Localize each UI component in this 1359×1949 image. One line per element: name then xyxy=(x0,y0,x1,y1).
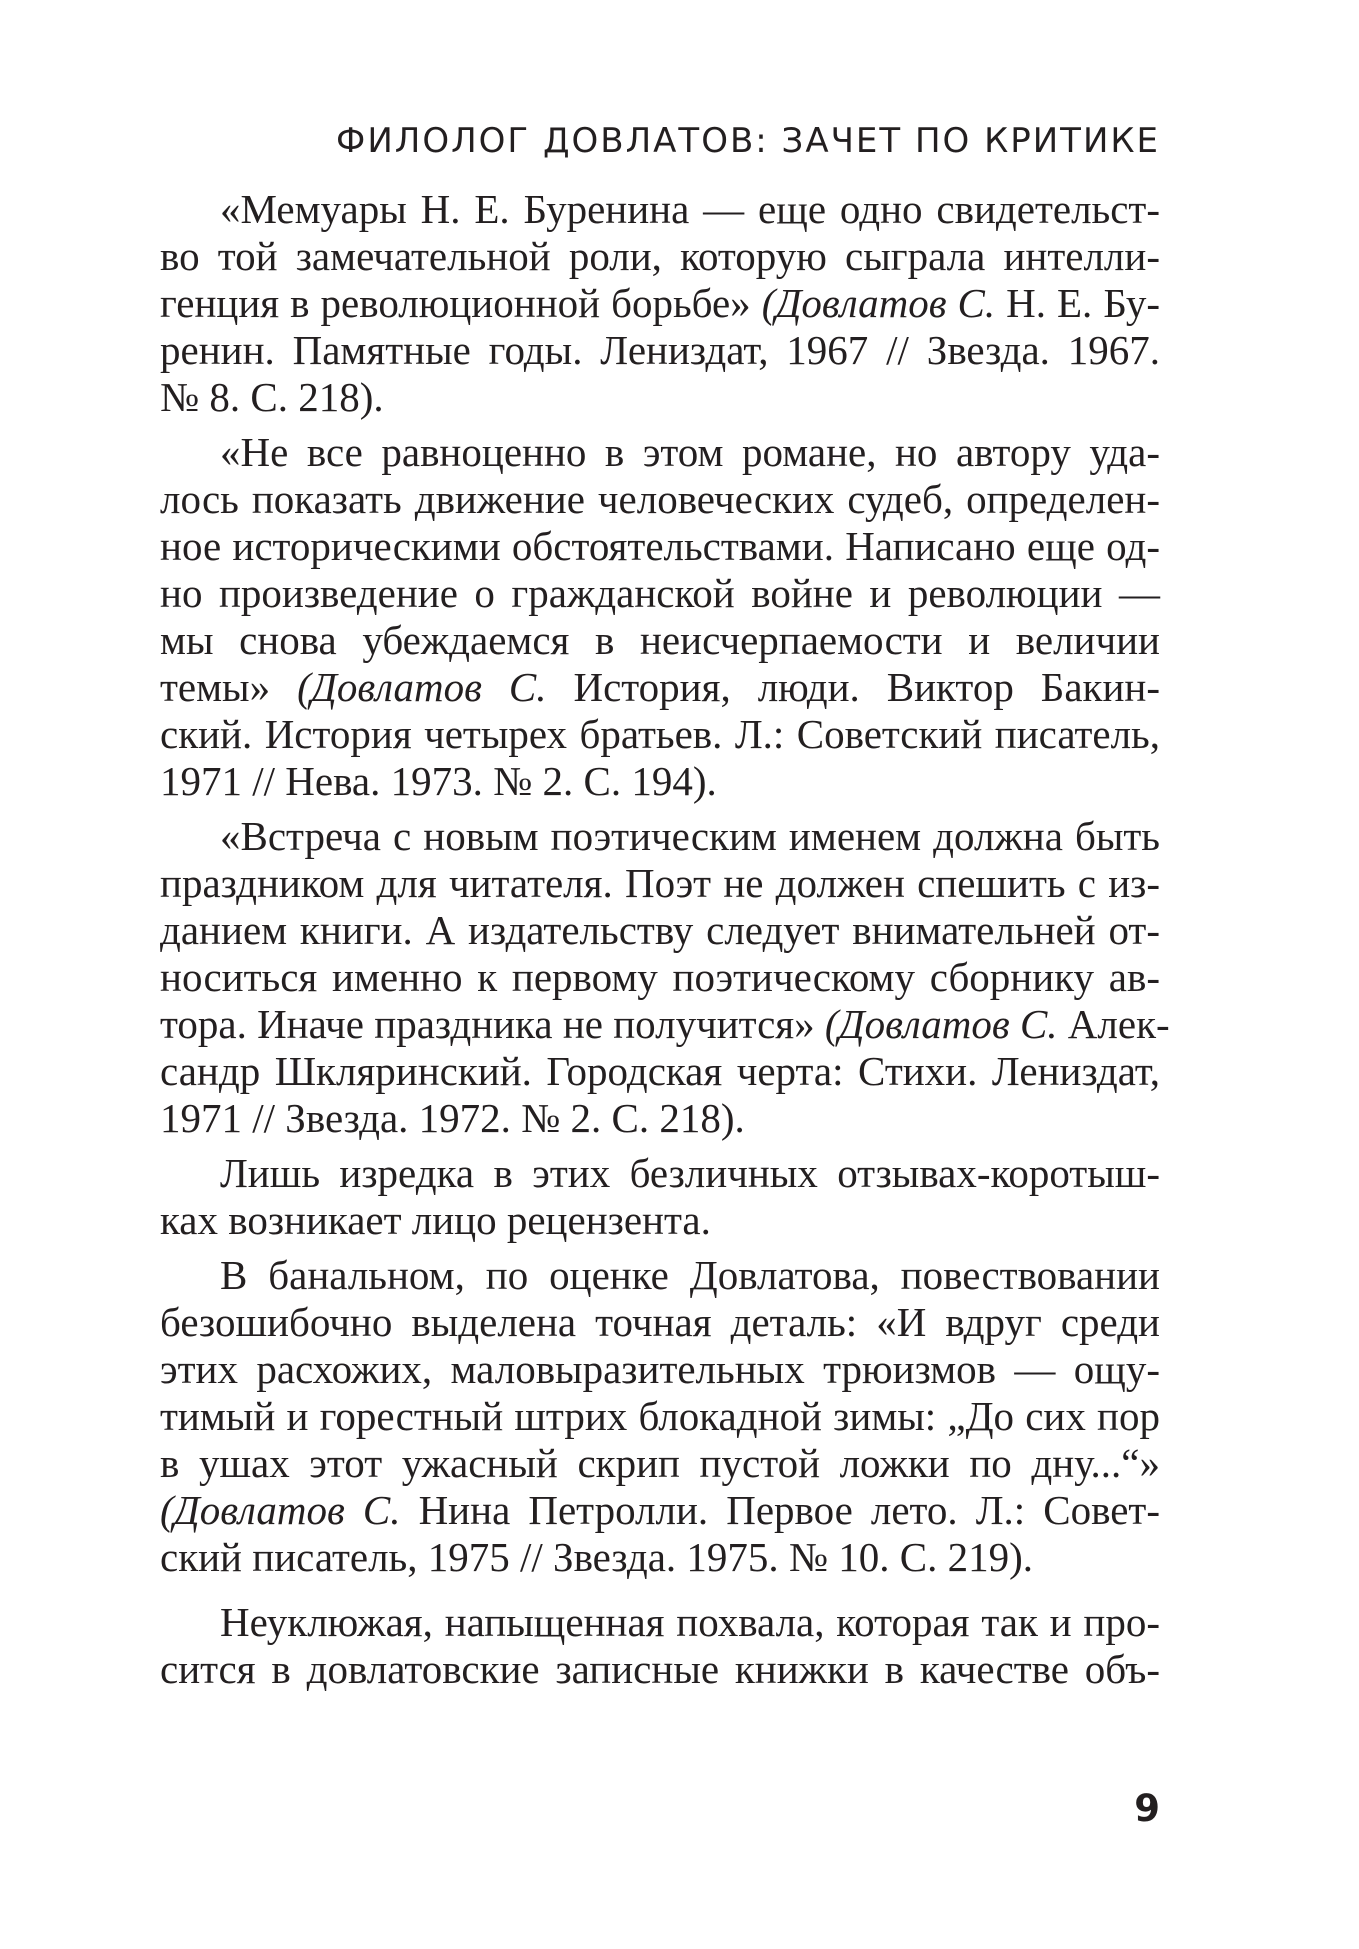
paragraph xyxy=(160,1252,1160,1581)
text-line xyxy=(160,1534,1160,1581)
text-line xyxy=(160,327,1160,374)
text-run: тимый и горестный штрих блокадной зимы: „До сих пор xyxy=(160,1393,1160,1439)
text-run: Н. Е. Бу- xyxy=(995,280,1160,326)
text-line xyxy=(160,186,1160,233)
text-line xyxy=(160,476,1160,523)
text-line xyxy=(160,813,1160,860)
text-run: безошибочно выделена точная деталь: «И вдруг среди xyxy=(160,1299,1160,1345)
text-line xyxy=(160,1393,1160,1440)
text-line xyxy=(160,429,1160,476)
text-line xyxy=(160,523,1160,570)
text-line xyxy=(160,1048,1160,1095)
text-run: ский. История четырех братьев. Л.: Советский писатель, xyxy=(160,711,1160,757)
text-run: ках возникает лицо рецензента. xyxy=(160,1197,711,1243)
citation-author: (Довлатов С. xyxy=(824,1001,1058,1047)
text-run: во той замечательной роли, которую сыграла интелли- xyxy=(160,233,1160,279)
paragraph xyxy=(160,1599,1160,1693)
text-run: В банальном, по оценке Довлатова, повествовании xyxy=(220,1252,1160,1298)
text-run: ное историческими обстоятельствами. Написано еще од- xyxy=(160,523,1160,569)
text-line xyxy=(160,1646,1160,1693)
text-run: ский писатель, 1975 // Звезда. 1975. № 10. С. 219). xyxy=(160,1534,1034,1580)
citation-author: (Довлатов С. xyxy=(160,1487,401,1533)
text-line xyxy=(160,1197,1160,1244)
text-run: Неуклюжая, напыщенная похвала, которая так и про- xyxy=(220,1599,1160,1645)
text-run: лось показать движение человеческих судеб, определен- xyxy=(160,476,1160,522)
text-run: Нина Петролли. Первое лето. Л.: Совет- xyxy=(400,1487,1160,1533)
text-run: сандр Шкляринский. Городская черта: Стихи. Лениздат, xyxy=(160,1048,1160,1094)
text-line xyxy=(160,1095,1160,1142)
text-line xyxy=(160,1299,1160,1346)
text-line xyxy=(160,280,1160,327)
text-run: носиться именно к первому поэтическому сборнику ав- xyxy=(160,954,1160,1000)
text-run: генция в революционной борьбе» xyxy=(160,280,762,326)
text-line xyxy=(160,1599,1160,1646)
text-run: «Встреча с новым поэтическим именем должна быть xyxy=(220,813,1160,859)
text-line xyxy=(160,233,1160,280)
text-line xyxy=(160,1001,1170,1048)
text-run: но произведение о гражданской войне и революции — xyxy=(160,570,1160,616)
citation-author: (Довлатов С. xyxy=(761,280,996,326)
text-run: данием книги. А издательству следует внимательней от- xyxy=(160,907,1160,953)
paragraph xyxy=(160,813,1170,1142)
text-line xyxy=(160,907,1160,954)
text-line xyxy=(160,711,1160,758)
text-run: праздником для читателя. Поэт не должен спешить с из- xyxy=(160,860,1160,906)
running-head: ФИЛОЛОГ ДОВЛАТОВ: ЗАЧЕТ ПО КРИТИКЕ xyxy=(336,121,1160,161)
text-line xyxy=(160,1150,1160,1197)
text-run: Алек- xyxy=(1057,1001,1170,1047)
text-run: История, люди. Виктор Бакин- xyxy=(546,664,1160,710)
text-run: темы» xyxy=(160,664,298,710)
text-line xyxy=(160,758,1160,805)
text-line xyxy=(160,1252,1160,1299)
text-run: 1971 // Звезда. 1972. № 2. С. 218). xyxy=(160,1095,745,1141)
text-line xyxy=(160,860,1160,907)
text-run: Лишь изредка в этих безличных отзывах-коротыш- xyxy=(220,1150,1160,1196)
text-line xyxy=(160,374,1160,421)
text-line xyxy=(160,1487,1160,1534)
paragraph xyxy=(160,1150,1160,1244)
text-run: № 8. С. 218). xyxy=(160,374,384,420)
text-line xyxy=(160,570,1160,617)
text-run: сится в довлатовские записные книжки в качестве объ- xyxy=(160,1646,1160,1692)
text-line xyxy=(160,954,1160,1001)
text-run: 1971 // Нева. 1973. № 2. С. 194). xyxy=(160,758,717,804)
paragraph xyxy=(160,186,1160,421)
text-run: «Мемуары Н. Е. Буренина — еще одно свидетельст- xyxy=(220,186,1160,232)
text-run: тора. Иначе праздника не получится» xyxy=(160,1001,825,1047)
paragraph xyxy=(160,429,1160,805)
text-run: мы снова убеждаемся в неисчерпаемости и величии xyxy=(160,617,1160,663)
body-text xyxy=(160,186,1170,1693)
text-run: ренин. Памятные годы. Лениздат, 1967 // Звезда. 1967. xyxy=(160,327,1160,373)
text-line xyxy=(160,617,1160,664)
citation-author: (Довлатов С. xyxy=(297,664,547,710)
text-line xyxy=(160,664,1160,711)
text-run: в ушах этот ужасный скрип пустой ложки по дну...“» xyxy=(160,1440,1160,1486)
text-line xyxy=(160,1346,1160,1393)
page-number: 9 xyxy=(1134,1787,1160,1830)
text-line xyxy=(160,1440,1160,1487)
text-run: «Не все равноценно в этом романе, но автору уда- xyxy=(220,429,1160,475)
text-run: этих расхожих, маловыразительных трюизмов — ощу- xyxy=(160,1346,1160,1392)
